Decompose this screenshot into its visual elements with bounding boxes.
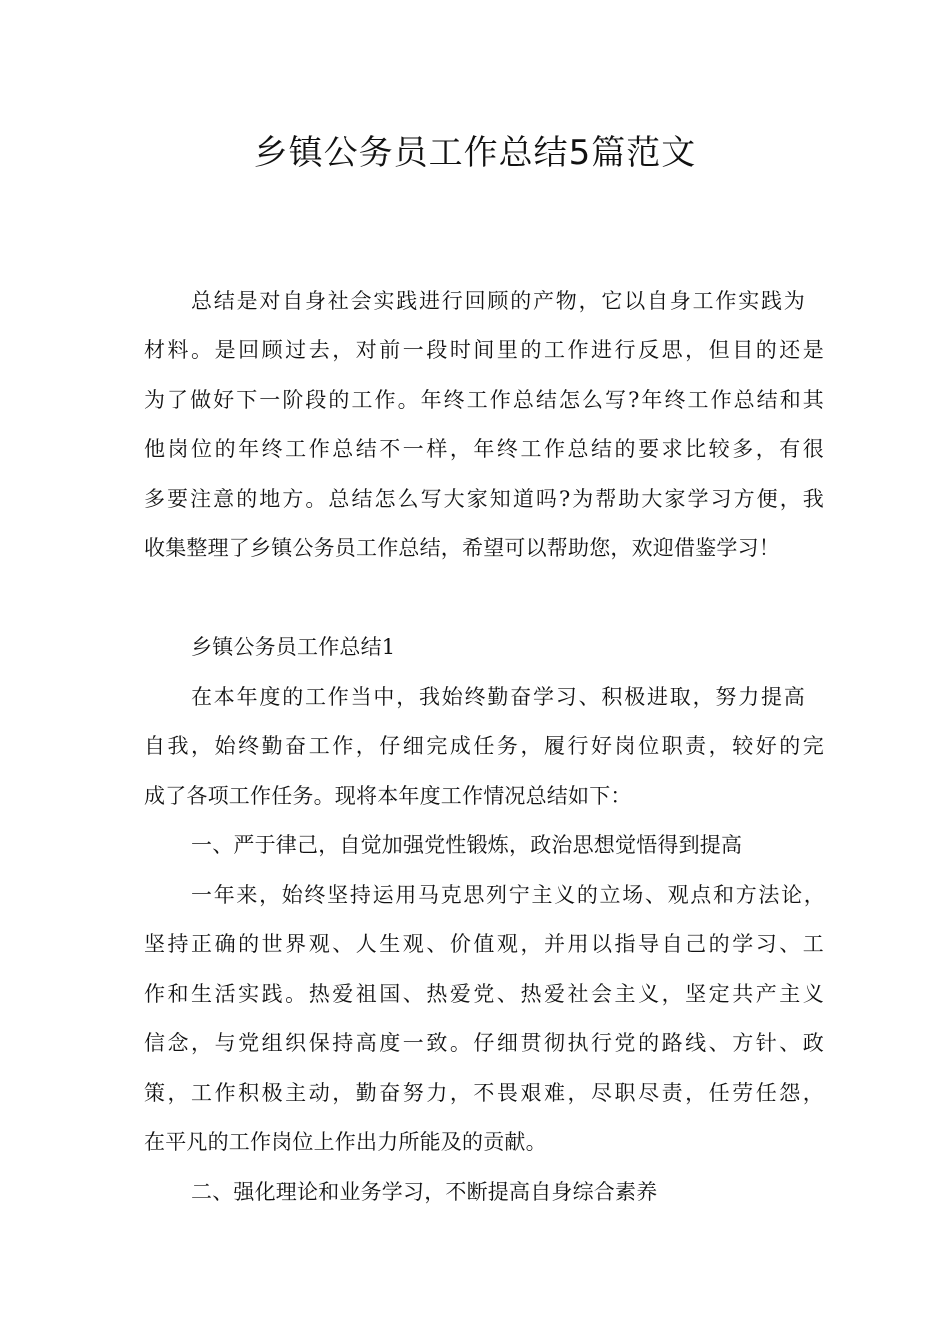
paragraph-line: 为了做好下一阶段的工作。年终工作总结怎么写?年终工作总结和其 xyxy=(144,388,824,412)
section-heading: 二、强化理论和业务学习，不断提高自身综合素养 xyxy=(191,1180,658,1204)
paragraph-line: 自我，始终勤奋工作，仔细完成任务，履行好岗位职责，较好的完 xyxy=(144,734,824,758)
paragraph-line: 总结是对自身社会实践进行回顾的产物，它以自身工作实践为 xyxy=(191,289,805,313)
paragraph-line: 策，工作积极主动，勤奋努力，不畏艰难，尽职尽责，任劳任怨， xyxy=(144,1081,824,1105)
paragraph-line: 材料。是回顾过去，对前一段时间里的工作进行反思，但目的还是 xyxy=(144,338,824,362)
paragraph-line: 在本年度的工作当中，我始终勤奋学习、积极进取，努力提高 xyxy=(191,685,805,709)
paragraph-line: 坚持正确的世界观、人生观、价值观，并用以指导自己的学习、工 xyxy=(144,932,824,956)
paragraph-line: 收集整理了乡镇公务员工作总结，希望可以帮助您，欢迎借鉴学习！ xyxy=(144,536,780,560)
paragraph-line: 信念，与党组织保持高度一致。仔细贯彻执行党的路线、方针、政 xyxy=(144,1031,824,1055)
paragraph-line: 在平凡的工作岗位上作出力所能及的贡献。 xyxy=(144,1130,547,1154)
document-title: 乡镇公务员工作总结5篇范文 xyxy=(253,133,697,173)
paragraph-line: 成了各项工作任务。现将本年度工作情况总结如下： xyxy=(144,784,632,808)
section-heading: 一、严于律己，自觉加强党性锻炼，政治思想觉悟得到提高 xyxy=(191,833,743,857)
paragraph-line: 作和生活实践。热爱祖国、热爱党、热爱社会主义，坚定共产主义 xyxy=(144,982,824,1006)
paragraph-line: 一年来，始终坚持运用马克思列宁主义的立场、观点和方法论， xyxy=(191,883,825,907)
paragraph-line: 多要注意的地方。总结怎么写大家知道吗?为帮助大家学习方便，我 xyxy=(144,487,824,511)
paragraph-line: 他岗位的年终工作总结不一样，年终工作总结的要求比较多，有很 xyxy=(144,437,824,461)
section-heading: 乡镇公务员工作总结1 xyxy=(191,635,396,659)
